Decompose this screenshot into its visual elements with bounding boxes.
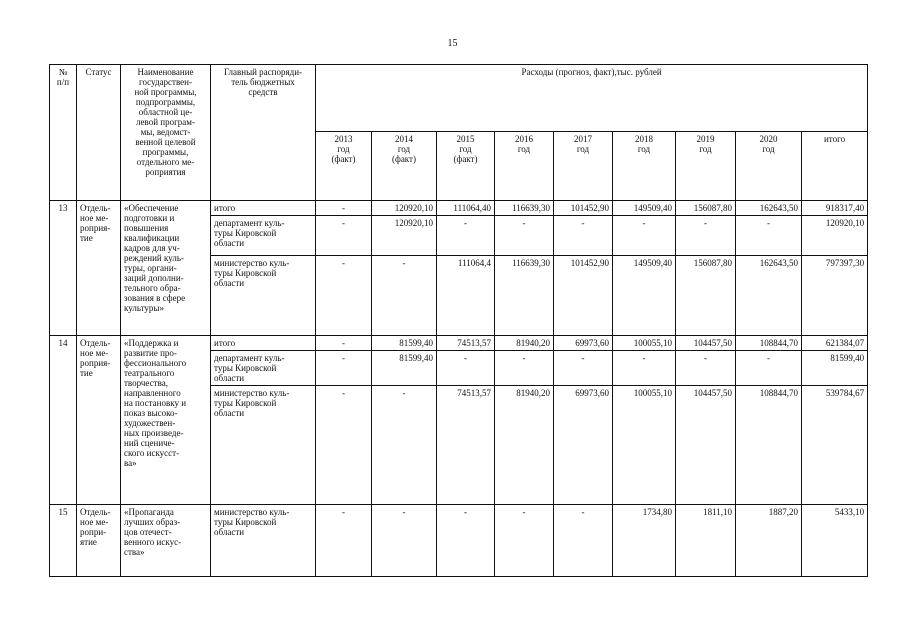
value-cell: 81599,40	[372, 336, 437, 351]
row-num: 14	[50, 336, 77, 505]
value-cell: -	[676, 216, 736, 256]
value-cell: -	[613, 216, 676, 256]
value-cell: -	[316, 505, 372, 577]
value-cell: -	[495, 351, 554, 386]
row-name: «Поддержка и развитие про- фессионального театрального творчества, направленного на постановку и показ высоко- художествен- ных произведе- ний сцениче- ского искусст- ва»	[121, 336, 211, 505]
row-manager: министерство куль- туры Кировской области	[211, 256, 316, 336]
value-cell: 156087,80	[676, 256, 736, 336]
value-cell: -	[613, 351, 676, 386]
row-manager: департамент куль- туры Кировской области	[211, 351, 316, 386]
value-cell: 149509,40	[613, 201, 676, 216]
row-manager: итого	[211, 336, 316, 351]
table-header-row	[50, 65, 868, 132]
value-cell: 81940,20	[495, 386, 554, 505]
value-cell: -	[736, 216, 802, 256]
row-manager: министерство куль- туры Кировской области	[211, 386, 316, 505]
value-cell: -	[554, 505, 613, 577]
value-cell: -	[495, 505, 554, 577]
value-cell: 81940,20	[495, 336, 554, 351]
table-row	[50, 201, 868, 216]
total-cell: 5433,10	[802, 505, 868, 577]
value-cell: -	[316, 386, 372, 505]
budget-table	[49, 64, 868, 577]
expenses-header: Расходы (прогноз, факт),тыс. рублей	[316, 65, 868, 132]
year-header: 2016 год	[495, 132, 554, 201]
row-manager: итого	[211, 201, 316, 216]
row-status: Отдель- ное ме- роприя- тие	[77, 201, 121, 336]
value-cell: 100055,10	[613, 336, 676, 351]
row-manager: министерство куль- туры Кировской области	[211, 505, 316, 577]
row-num: 15	[50, 505, 77, 577]
value-cell: 108844,70	[736, 336, 802, 351]
total-cell: 120920,10	[802, 216, 868, 256]
value-cell: 111064,4	[437, 256, 495, 336]
col-manager-header: Главный распоряди- тель бюджетных средств	[211, 65, 316, 201]
year-header: 2017 год	[554, 132, 613, 201]
value-cell: 104457,50	[676, 386, 736, 505]
value-cell: 69973,60	[554, 336, 613, 351]
year-total-header: итого	[802, 132, 868, 201]
row-manager: департамент куль- туры Кировской области	[211, 216, 316, 256]
value-cell: -	[316, 351, 372, 386]
value-cell: 104457,50	[676, 336, 736, 351]
value-cell: 1734,80	[613, 505, 676, 577]
year-header: 2013 год (факт)	[316, 132, 372, 201]
total-cell: 621384,07	[802, 336, 868, 351]
col-name-header: Наименование государствен- ной программы, подпрограммы, областной це- левой програм- мы, ведомст- венной целевой программы, отдельного ме- роприятия	[121, 65, 211, 201]
total-cell: 797397,30	[802, 256, 868, 336]
value-cell: 1811,10	[676, 505, 736, 577]
value-cell: -	[554, 216, 613, 256]
value-cell: 100055,10	[613, 386, 676, 505]
value-cell: -	[316, 201, 372, 216]
col-status-header: Статус	[77, 65, 121, 201]
total-cell: 918317,40	[802, 201, 868, 216]
value-cell: -	[372, 505, 437, 577]
value-cell: 74513,57	[437, 386, 495, 505]
value-cell: 162643,50	[736, 256, 802, 336]
value-cell: -	[372, 386, 437, 505]
value-cell: 74513,57	[437, 336, 495, 351]
total-cell: 81599,40	[802, 351, 868, 386]
value-cell: 120920,10	[372, 201, 437, 216]
value-cell: 108844,70	[736, 386, 802, 505]
year-header: 2019 год	[676, 132, 736, 201]
table-row	[50, 505, 868, 577]
year-header: 2018 год	[613, 132, 676, 201]
value-cell: 156087,80	[676, 201, 736, 216]
value-cell: 162643,50	[736, 201, 802, 216]
value-cell: -	[554, 351, 613, 386]
col-num-header: № п/п	[50, 65, 77, 201]
year-header: 2015 год (факт)	[437, 132, 495, 201]
value-cell: -	[316, 336, 372, 351]
value-cell: -	[495, 216, 554, 256]
value-cell: -	[437, 505, 495, 577]
value-cell: -	[437, 351, 495, 386]
year-header: 2014 год (факт)	[372, 132, 437, 201]
row-num: 13	[50, 201, 77, 336]
year-header: 2020 год	[736, 132, 802, 201]
table-row	[50, 336, 868, 351]
value-cell: 116639,30	[495, 256, 554, 336]
value-cell: -	[676, 351, 736, 386]
value-cell: 1887,20	[736, 505, 802, 577]
value-cell: 111064,40	[437, 201, 495, 216]
row-status: Отдель- ное ме- роприя- тие	[77, 336, 121, 505]
page-number: 15	[447, 38, 458, 49]
value-cell: -	[316, 216, 372, 256]
row-status: Отдель- ное ме- ропри- ятие	[77, 505, 121, 577]
value-cell: 69973,60	[554, 386, 613, 505]
value-cell: 149509,40	[613, 256, 676, 336]
value-cell: -	[437, 216, 495, 256]
value-cell: 116639,30	[495, 201, 554, 216]
row-name: «Пропаганда лучших образ- цов отечест- венного искус- ства»	[121, 505, 211, 577]
value-cell: -	[372, 256, 437, 336]
value-cell: -	[316, 256, 372, 336]
total-cell: 539784,67	[802, 386, 868, 505]
value-cell: 101452,90	[554, 201, 613, 216]
value-cell: 120920,10	[372, 216, 437, 256]
row-name: «Обеспечение подготовки и повышения квалификации кадров для уч- реждений куль- туры, органи- заций дополни- тельного обра- зования в сфере культуры»	[121, 201, 211, 336]
value-cell: 81599,40	[372, 351, 437, 386]
value-cell: -	[736, 351, 802, 386]
value-cell: 101452,90	[554, 256, 613, 336]
